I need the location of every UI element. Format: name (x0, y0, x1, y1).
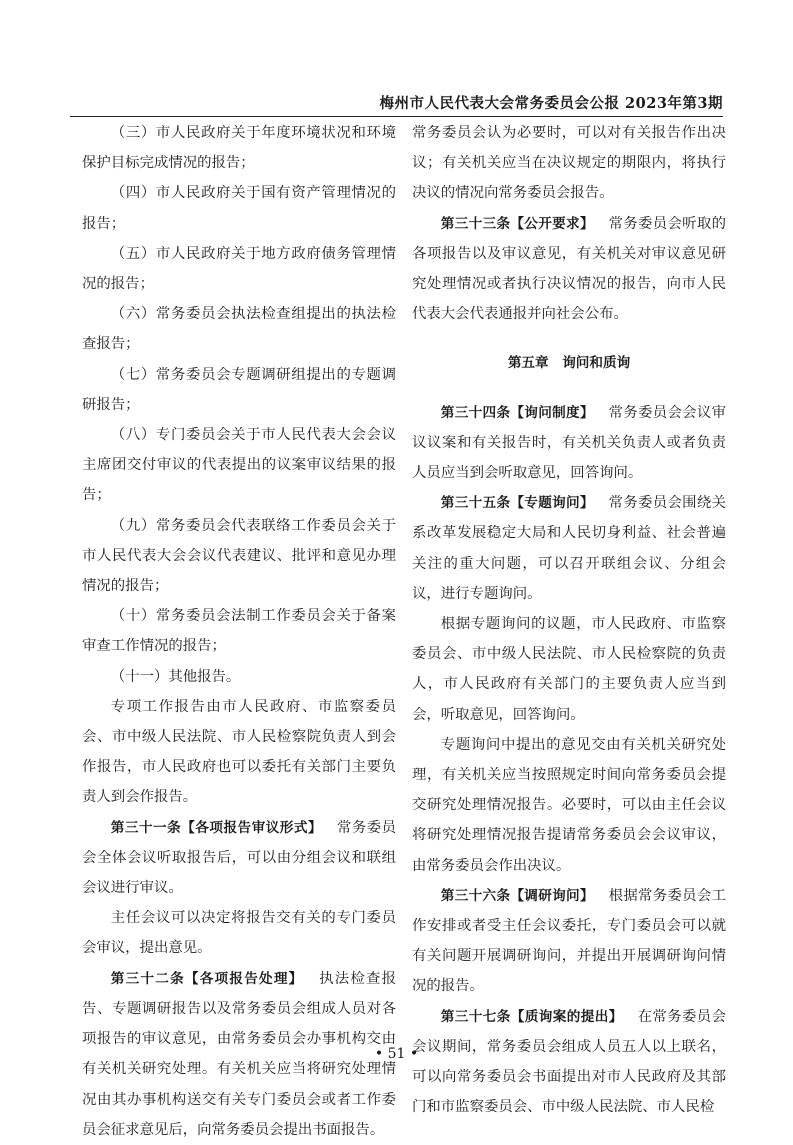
paragraph: 根据专题询问的议题，市人民政府、市监察委员会、市中级人民法院、市人民检察院的负责人，市人民政府有关部门的主要负责人应当到会，听取意见，回答询问。 (412, 616, 726, 723)
article-text: 常务委员会听取的各项报告以及审议意见，有关机关对审议意见研究处理情况或者执行决议情况的报告，向市人民代表大会代表通报并向社会公布。 (412, 215, 726, 323)
continued-paragraph: 常务委员会认为必要时，可以对有关报告作出决议；有关机关应当在决议规定的期限内，将执行决议的情况向常务委员会报告。 (412, 125, 726, 202)
article-label: 第三十六条【调研询问】 (440, 887, 594, 904)
article-paragraph (412, 488, 726, 609)
left-column (82, 118, 396, 1145)
paragraph: （七）常务委员会专题调研组提出的专题调研报告； (82, 366, 396, 413)
page-number: • 51 • (374, 1046, 419, 1062)
article-text: 常务委员会会议审议议案和有关报告时，有关机关负责人或者负责人员应当到会听取意见，回答询问。 (412, 404, 726, 482)
paragraph: 专项工作报告由市人民政府、市监察委员会、市中级人民法院、市人民检察院负责人到会作报告，市人民政府也可以委托有关部门主要负责人到会作报告。 (82, 698, 396, 806)
paragraph: （十一）其他报告。 (110, 668, 241, 685)
paragraph: 专题询问中提出的意见交由有关机关研究处理，有关机关应当按照规定时间向常务委员会提交研究处理情况报告。必要时，可以由主任会议将研究处理情况报告提请常务委员会会议审议，由常务委员会作出决议。 (412, 736, 726, 874)
article-label: 第三十五条【专题询问】 (440, 495, 594, 512)
article-paragraph (412, 881, 726, 1002)
article-text: 常务委员会全体会议听取报告后，可以由分组会议和联组会议进行审议。 (82, 819, 396, 897)
paragraph: （三）市人民政府关于年度环境状况和环境保护目标完成情况的报告； (82, 125, 396, 172)
paragraph: （四）市人民政府关于国有资产管理情况的报告； (82, 185, 396, 232)
right-column (412, 118, 726, 1123)
paragraph: （五）市人民政府关于地方政府债务管理情况的报告； (82, 245, 396, 293)
article-paragraph (412, 398, 726, 489)
chapter-heading: 第五章 询问和质询 (507, 355, 631, 372)
paragraph: （六）常务委员会执法检查组提出的执法检查报告； (82, 306, 396, 353)
article-label: 第三十四条【询问制度】 (440, 404, 594, 421)
paragraph: （十）常务委员会法制工作委员会关于备案审查工作情况的报告； (82, 608, 396, 655)
article-text: 在常务委员会会议期间，常务委员会组成人员五人以上联名，可以向常务委员会书面提出对市人民政府及其部门和市监察委员会、市中级人民法院、市人民检 (412, 1008, 726, 1116)
paragraph: （九）常务委员会代表联络工作委员会关于市人民代表大会会议代表建议、批评和意见办理情况的报告； (82, 517, 396, 595)
journal-title: 梅州市人民代表大会常务委员会公报 2023年第3期 (379, 95, 723, 112)
header-rule (70, 116, 723, 117)
article-paragraph (412, 1002, 726, 1123)
article-text: 执法检查报告、专题调研报告以及常务委员会组成人员对各项报告的审议意见，由常务委员会办事机构交由有关机关研究处理。有关机关应当将研究处理情况由其办事机构送交有关专门委员会或者工作委员会征求意见后，向常务委员会提出书面报告。 (82, 970, 396, 1138)
article-label: 第三十三条【公开要求】 (440, 215, 594, 232)
article-label: 第三十二条【各项报告处理】 (110, 970, 304, 987)
page-header (70, 92, 723, 116)
article-label: 第三十一条【各项报告审议形式】 (110, 819, 323, 836)
article-text: 根据常务委员会工作安排或者受主任会议委托，专门委员会可以就有关问题开展调研询问，并提出开展调研询问情况的报告。 (412, 887, 726, 995)
article-paragraph (412, 209, 726, 330)
article-paragraph (82, 813, 396, 904)
paragraph: （八）专门委员会关于市人民代表大会会议主席团交付审议的代表提出的议案审议结果的报告； (82, 427, 396, 504)
article-text: 常务委员会围绕关系改革发展稳定大局和人民切身利益、社会普遍关注的重大问题，可以召开联组会议、分组会议，进行专题询问。 (412, 495, 726, 602)
paragraph: 主任会议可以决定将报告交有关的专门委员会审议，提出意见。 (82, 910, 396, 957)
article-label: 第三十七条【质询案的提出】 (440, 1008, 623, 1025)
